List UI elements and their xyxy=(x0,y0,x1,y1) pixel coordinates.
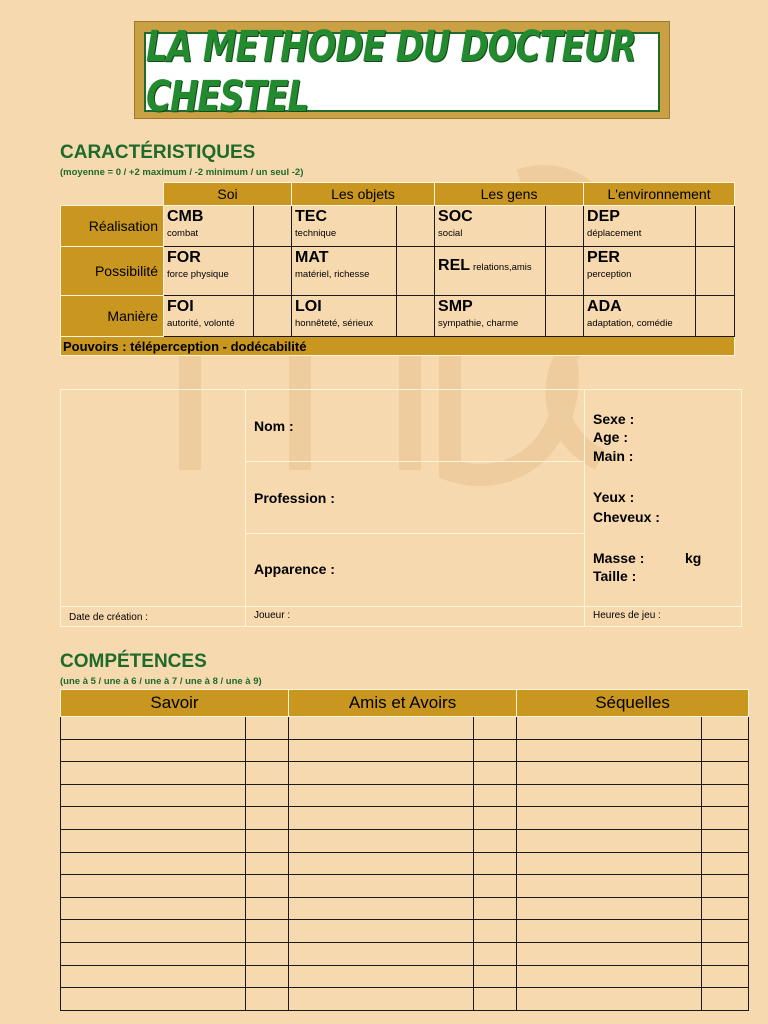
stat-desc: combat xyxy=(167,228,199,239)
savoir-value-cell[interactable] xyxy=(246,784,289,807)
sequelle-value-cell[interactable] xyxy=(702,829,749,852)
table-row xyxy=(61,897,749,920)
stat-value-tec[interactable] xyxy=(397,206,435,247)
stat-code: MAT xyxy=(295,249,329,266)
savoir-name-cell[interactable] xyxy=(61,762,246,785)
masse-unit: kg xyxy=(685,550,702,566)
sequelle-name-cell[interactable] xyxy=(517,717,702,740)
sequelle-value-cell[interactable] xyxy=(702,897,749,920)
stat-rel xyxy=(435,247,546,296)
table-row xyxy=(61,988,749,1011)
amis-name-cell[interactable] xyxy=(289,762,474,785)
savoir-name-cell[interactable] xyxy=(61,920,246,943)
portrait-area[interactable] xyxy=(60,389,246,607)
stat-code: LOI xyxy=(295,298,322,315)
stat-desc: autorité, volonté xyxy=(167,318,235,329)
savoir-value-cell[interactable] xyxy=(246,965,289,988)
stat-tec xyxy=(292,206,397,247)
savoir-name-cell[interactable] xyxy=(61,739,246,762)
table-row xyxy=(61,762,749,785)
stat-value-soc[interactable] xyxy=(546,206,584,247)
sequelle-value-cell[interactable] xyxy=(702,807,749,830)
amis-value-cell[interactable] xyxy=(474,784,517,807)
sequelle-name-cell[interactable] xyxy=(517,875,702,898)
col-header-soi: Soi xyxy=(164,183,292,206)
sequelle-name-cell[interactable] xyxy=(517,920,702,943)
table-row xyxy=(61,784,749,807)
stat-value-cmb[interactable] xyxy=(254,206,292,247)
sequelle-name-cell[interactable] xyxy=(517,784,702,807)
stat-value-loi[interactable] xyxy=(397,296,435,337)
cheveux-label: Cheveux : xyxy=(593,509,660,525)
savoir-value-cell[interactable] xyxy=(246,739,289,762)
identity-box xyxy=(60,389,742,627)
table-row xyxy=(61,739,749,762)
caracteristiques-table xyxy=(60,182,735,356)
caracteristiques-note: (moyenne = 0 / +2 maximum / -2 minimum / un seul -2) xyxy=(60,167,304,178)
sequelle-value-cell[interactable] xyxy=(702,717,749,740)
table-row xyxy=(61,829,749,852)
sequelle-value-cell[interactable] xyxy=(702,965,749,988)
stat-code: SMP xyxy=(438,298,473,315)
masse-label: Masse : xyxy=(593,550,645,566)
stat-code: SOC xyxy=(438,208,473,225)
sequelle-name-cell[interactable] xyxy=(517,965,702,988)
page-title: LA METHODE DU DOCTEUR CHESTEL xyxy=(146,22,636,122)
amis-value-cell[interactable] xyxy=(474,942,517,965)
apparence-label: Apparence : xyxy=(254,561,335,577)
sequelle-name-cell[interactable] xyxy=(517,739,702,762)
amis-name-cell[interactable] xyxy=(289,897,474,920)
age-label: Age : xyxy=(593,429,628,445)
amis-name-cell[interactable] xyxy=(289,784,474,807)
competences-note: (une à 5 / une à 6 / une à 7 / une à 8 / une à 9) xyxy=(60,676,262,687)
amis-name-cell[interactable] xyxy=(289,920,474,943)
amis-value-cell[interactable] xyxy=(474,739,517,762)
competences-rows xyxy=(61,717,749,1011)
row-label-possibilite: Possibilité xyxy=(61,247,164,296)
savoir-value-cell[interactable] xyxy=(246,875,289,898)
sequelle-name-cell[interactable] xyxy=(517,942,702,965)
stat-desc: déplacement xyxy=(587,228,642,239)
savoir-name-cell[interactable] xyxy=(61,942,246,965)
stat-desc: perception xyxy=(587,269,632,280)
amis-name-cell[interactable] xyxy=(289,829,474,852)
savoir-value-cell[interactable] xyxy=(246,988,289,1011)
stat-code: REL xyxy=(438,257,471,274)
stat-value-smp[interactable] xyxy=(546,296,584,337)
savoir-name-cell[interactable] xyxy=(61,717,246,740)
savoir-name-cell[interactable] xyxy=(61,875,246,898)
savoir-name-cell[interactable] xyxy=(61,852,246,875)
heures-jeu-field[interactable] xyxy=(584,606,742,627)
stat-soc xyxy=(435,206,546,247)
sequelle-name-cell[interactable] xyxy=(517,762,702,785)
savoir-name-cell[interactable] xyxy=(61,807,246,830)
col-header-environnement: L'environnement xyxy=(584,183,735,206)
sequelle-value-cell[interactable] xyxy=(702,988,749,1011)
table-row xyxy=(61,717,749,740)
col-header-objets: Les objets xyxy=(292,183,435,206)
stat-desc: adaptation, comédie xyxy=(587,318,673,329)
joueur-field[interactable] xyxy=(245,606,585,627)
title-box xyxy=(144,22,660,122)
table-row xyxy=(61,965,749,988)
sequelle-name-cell[interactable] xyxy=(517,897,702,920)
amis-value-cell[interactable] xyxy=(474,852,517,875)
amis-value-cell[interactable] xyxy=(474,807,517,830)
sequelle-value-cell[interactable] xyxy=(702,762,749,785)
amis-name-cell[interactable] xyxy=(289,739,474,762)
stat-desc: technique xyxy=(295,228,337,239)
savoir-value-cell[interactable] xyxy=(246,920,289,943)
physical-traits[interactable] xyxy=(584,389,742,607)
table-row xyxy=(61,807,749,830)
amis-name-cell[interactable] xyxy=(289,988,474,1011)
table-row xyxy=(61,942,749,965)
date-creation-field[interactable] xyxy=(60,606,246,627)
stat-value-per[interactable] xyxy=(696,247,735,296)
col-header-savoir: Savoir xyxy=(61,690,289,717)
stat-loi xyxy=(292,296,397,337)
col-header-amis-avoirs: Amis et Avoirs xyxy=(289,690,517,717)
col-header-sequelles: Séquelles xyxy=(517,690,749,717)
stat-dep xyxy=(584,206,696,247)
amis-value-cell[interactable] xyxy=(474,875,517,898)
stat-desc: honnêteté, sérieux xyxy=(295,318,374,329)
stat-per xyxy=(584,247,696,296)
stat-desc: social xyxy=(438,228,463,239)
amis-value-cell[interactable] xyxy=(474,829,517,852)
stat-code: FOI xyxy=(167,298,194,315)
savoir-value-cell[interactable] xyxy=(246,762,289,785)
stat-foi xyxy=(164,296,254,337)
amis-value-cell[interactable] xyxy=(474,920,517,943)
stat-value-foi[interactable] xyxy=(254,296,292,337)
stat-desc: sympathie, charme xyxy=(438,318,519,329)
savoir-name-cell[interactable] xyxy=(61,988,246,1011)
savoir-value-cell[interactable] xyxy=(246,852,289,875)
stat-desc: matériel, richesse xyxy=(295,269,370,280)
amis-name-cell[interactable] xyxy=(289,965,474,988)
sequelle-value-cell[interactable] xyxy=(702,875,749,898)
stat-code: CMB xyxy=(167,208,204,225)
stat-code: DEP xyxy=(587,208,620,225)
stat-code: TEC xyxy=(295,208,328,225)
stat-mat xyxy=(292,247,397,296)
joueur-label: Joueur : xyxy=(254,610,291,621)
amis-name-cell[interactable] xyxy=(289,875,474,898)
savoir-value-cell[interactable] xyxy=(246,717,289,740)
sequelle-name-cell[interactable] xyxy=(517,807,702,830)
sequelle-name-cell[interactable] xyxy=(517,988,702,1011)
stat-for xyxy=(164,247,254,296)
nom-field[interactable] xyxy=(245,389,585,462)
pouvoirs-bar: Pouvoirs : téléperception - dodécabilité xyxy=(61,337,735,356)
stat-desc: force physique xyxy=(167,269,229,280)
heures-jeu-label: Heures de jeu : xyxy=(593,610,661,621)
stat-smp xyxy=(435,296,546,337)
corner-blank xyxy=(61,183,164,206)
stat-value-dep[interactable] xyxy=(696,206,735,247)
taille-label: Taille : xyxy=(593,568,637,584)
savoir-name-cell[interactable] xyxy=(61,897,246,920)
stat-ada xyxy=(584,296,696,337)
stat-code: ADA xyxy=(587,298,622,315)
stat-value-for[interactable] xyxy=(254,247,292,296)
stat-value-ada[interactable] xyxy=(696,296,735,337)
table-row xyxy=(61,920,749,943)
competences-heading: COMPÉTENCES xyxy=(60,651,207,672)
savoir-name-cell[interactable] xyxy=(61,784,246,807)
amis-name-cell[interactable] xyxy=(289,717,474,740)
sequelle-name-cell[interactable] xyxy=(517,829,702,852)
stat-code: FOR xyxy=(167,249,201,266)
amis-name-cell[interactable] xyxy=(289,852,474,875)
table-row xyxy=(61,852,749,875)
main-label: Main : xyxy=(593,448,634,464)
sequelle-name-cell[interactable] xyxy=(517,852,702,875)
sequelle-value-cell[interactable] xyxy=(702,784,749,807)
col-header-gens: Les gens xyxy=(435,183,584,206)
sequelle-value-cell[interactable] xyxy=(702,739,749,762)
amis-value-cell[interactable] xyxy=(474,717,517,740)
profession-label: Profession : xyxy=(254,490,335,506)
row-label-realisation: Réalisation xyxy=(61,206,164,247)
savoir-name-cell[interactable] xyxy=(61,965,246,988)
sequelle-value-cell[interactable] xyxy=(702,852,749,875)
stat-code: PER xyxy=(587,249,620,266)
table-row xyxy=(61,875,749,898)
apparence-field[interactable] xyxy=(245,533,585,607)
amis-name-cell[interactable] xyxy=(289,942,474,965)
stat-value-mat[interactable] xyxy=(397,247,435,296)
nom-label: Nom : xyxy=(254,418,294,434)
amis-value-cell[interactable] xyxy=(474,762,517,785)
savoir-name-cell[interactable] xyxy=(61,829,246,852)
title-frame xyxy=(134,21,670,122)
amis-name-cell[interactable] xyxy=(289,807,474,830)
stat-desc: relations,amis xyxy=(473,262,532,273)
savoir-value-cell[interactable] xyxy=(246,807,289,830)
amis-value-cell[interactable] xyxy=(474,897,517,920)
row-label-maniere: Manière xyxy=(61,296,164,337)
date-creation-label: Date de création : xyxy=(69,612,148,623)
savoir-value-cell[interactable] xyxy=(246,897,289,920)
stat-cmb xyxy=(164,206,254,247)
sequelle-value-cell[interactable] xyxy=(702,920,749,943)
sequelle-value-cell[interactable] xyxy=(702,942,749,965)
sexe-label: Sexe : xyxy=(593,411,635,427)
caracteristiques-heading: CARACTÉRISTIQUES xyxy=(60,142,256,163)
amis-value-cell[interactable] xyxy=(474,965,517,988)
savoir-value-cell[interactable] xyxy=(246,829,289,852)
profession-field[interactable] xyxy=(245,461,585,534)
competences-table xyxy=(60,689,749,1011)
savoir-value-cell[interactable] xyxy=(246,942,289,965)
amis-value-cell[interactable] xyxy=(474,988,517,1011)
stat-value-rel[interactable] xyxy=(546,247,584,296)
yeux-label: Yeux : xyxy=(593,489,635,505)
